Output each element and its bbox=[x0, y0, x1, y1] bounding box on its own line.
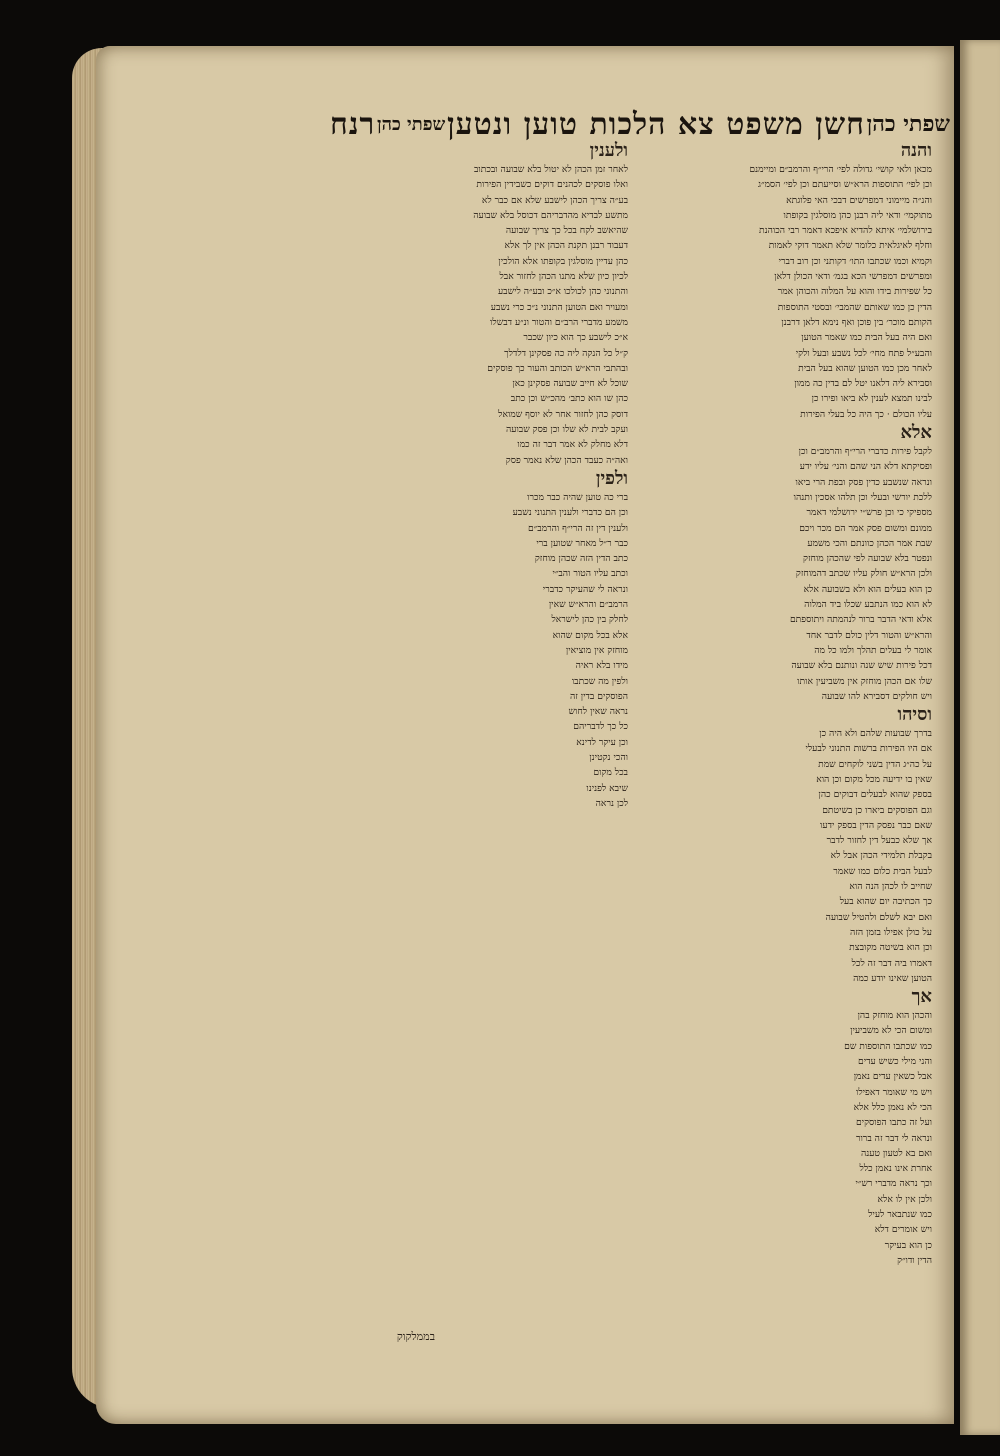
text-line: אבל כשאין עדים נאמן bbox=[853, 1071, 932, 1083]
section-lemma: וסיהו bbox=[897, 704, 932, 726]
text-line: ואם יבא לשלם ולהטיל שבועה bbox=[825, 911, 932, 923]
text-line: וכן לפי׳ התוספות הרא״ש וסייעתם וכן לפי׳ הסמ״ג bbox=[757, 179, 932, 191]
section-lemma: ולענין bbox=[589, 140, 628, 161]
header-left-title: שפתי כהן bbox=[377, 113, 446, 135]
text-line: לא הוא כמו הנתבע שכלו ביד המלוה bbox=[804, 599, 932, 611]
text-line: ללכת יורשי ובעלי וכן תלהו אסכין ותנהו bbox=[793, 491, 932, 503]
text-line: והני מילי כשיש עדים bbox=[857, 1056, 932, 1068]
text-line: בקבלת תלמידי הכהן אבל לא bbox=[830, 850, 932, 862]
text-line: הקותם מוכר׳ בין פוכן ואף נימא דלאן דרבנן bbox=[781, 316, 932, 328]
text-line: שוכל לא חייב שבועה פסקינן כאן bbox=[512, 378, 628, 390]
text-line: נראה שאין לחוש bbox=[568, 706, 628, 718]
text-line: שבת אמר הכהן כוונתם והכי משמע bbox=[807, 537, 932, 549]
text-line: לאחר מכן כמו הטוען שהוא בעל הבית bbox=[798, 362, 932, 374]
text-line: אחרת אינו נאמן כלל bbox=[859, 1163, 932, 1175]
text-line: מוחזק אין מוציאין bbox=[565, 644, 628, 656]
text-line: בירושלמי׳ איתא להדיא איפכא דאמר רבי הכוהנת bbox=[759, 225, 932, 237]
text-line: הדין ודו״ק bbox=[897, 1254, 932, 1266]
text-line: וכן הוא בשיטה מקובצת bbox=[849, 942, 932, 954]
text-line: ולכן הרא״ש חולק עליו שכתב דהמוחזק bbox=[795, 568, 932, 580]
text-line: מכאן ולאי קושי׳ גדולה לפי׳ הרי״ף והרמב״ם ומיימנם bbox=[749, 164, 932, 175]
section-lemma: והנה bbox=[900, 140, 932, 161]
text-line: והתנוני כהן לכולכו א״כ ובע״ה לישבע bbox=[497, 286, 628, 298]
text-line: על כולן אפילו בזמן הזה bbox=[850, 926, 932, 938]
text-line: ומשום הכי לא משביעין bbox=[850, 1025, 932, 1037]
text-line: כהן שו הוא כתב׳ מהכ״ש וכן כתב bbox=[510, 393, 628, 405]
text-line: אלא ודאי הדבר ברור לנהמתה ויתוספתם bbox=[789, 614, 932, 626]
text-line: ופסיקתא דלא הני שהם והני׳ עליו ידע bbox=[799, 461, 932, 473]
text-line: ממונם ומשום פסק אמר הם מכר ויכם bbox=[799, 522, 932, 534]
text-line: כל שפירות בידו והוא על המלוה והכוהן אמר bbox=[777, 286, 932, 298]
text-line: וגם הפוסקים ביארו כן בשיטתם bbox=[822, 804, 932, 816]
text-line: ויש מי שאומר דאפילו bbox=[855, 1086, 932, 1098]
text-line: על כה״ג הדין בשני לוקחים שמת bbox=[818, 758, 932, 770]
text-line: ואם בא לטעון טענה bbox=[860, 1147, 932, 1159]
text-line: לאחר זמן הכהן לא יטול בלא שבועה ובכתוב bbox=[473, 164, 628, 175]
text-line: וכן עיקר לדינא bbox=[576, 736, 628, 748]
text-line: א״כ לישבע כך הוא כיון שכבר bbox=[523, 332, 628, 344]
text-line: לבינו תמצא לענין לא ביאו ופירו כן bbox=[811, 393, 932, 405]
text-line: וחלף לאיגלאית כלומר שלא תאמר דוקי לאמות bbox=[768, 240, 932, 252]
text-line: הפוסקים בדין זה bbox=[569, 690, 628, 702]
text-line: מידו בלא ראיה bbox=[575, 660, 628, 672]
text-line: ברי כה טוען שהיה כבר מכרו bbox=[527, 491, 628, 503]
text-line: כן הוא בעיקר bbox=[884, 1239, 932, 1251]
text-line: והבע״ל פתח מחי׳ לכל נשבע ובעל ולקי bbox=[795, 347, 932, 359]
text-line: דכל פירות שיש שנה ונותנם בלא שבועה bbox=[791, 660, 932, 672]
text-line: דאמרו ביה דבר זה לכל bbox=[851, 957, 932, 969]
header-main-title: חשן משפט צא הלכות טוען ונטען bbox=[447, 106, 865, 142]
text-line: כמו שנתבאר לעיל bbox=[868, 1209, 932, 1220]
page-number: רנח bbox=[330, 106, 376, 142]
section-lemma: אך bbox=[911, 986, 932, 1008]
text-line: כתב הדין הזה שכהן מוחזק bbox=[534, 553, 628, 565]
text-line: הדין כן כמו שאותם שהמבי׳ ובסטי התוספות bbox=[777, 301, 932, 313]
text-line: דלא מחלק לא אמר דבר זה כמו bbox=[517, 439, 628, 451]
text-line: בע״ה צריך הכהן לישבע שלא אם כבר לא bbox=[481, 194, 628, 206]
text-line: אלא בכל מקום שהוא bbox=[552, 629, 628, 641]
text-line: כהן עדיין מוסלגין בקופתו אלא הולכין bbox=[498, 255, 628, 267]
text-line: שהיאשב לקח בכל כך צריך שבועה bbox=[505, 225, 628, 237]
text-line: ונראה לי שהעיקר כדברי bbox=[542, 583, 628, 595]
text-line: בספק שהוא לבעלים דבוקים כהן bbox=[818, 789, 932, 801]
text-line: מספיקי כי וכן פרש״י ירושלמי דאמר bbox=[806, 507, 932, 519]
text-line: שאין בו ידיעה מכל מקום וכן הוא bbox=[816, 773, 932, 785]
text-line: ונפטר בלא שבועה לפי שהכהן מוחזק bbox=[803, 553, 932, 565]
text-line: שלו אם הכהן מוחזק אין משביעין אותו bbox=[797, 675, 932, 687]
text-line: אם היו הפירות ברשות התנוני לבעלי bbox=[805, 743, 932, 755]
text-line: וסבירא ליה דלאנו יטל לם בדין כה ממון bbox=[794, 378, 932, 390]
text-line: וכך נראה מדברי רש״י bbox=[855, 1178, 932, 1190]
text-line: לקבל פירות כדברי הרי״ף והרמב״ם וכן bbox=[798, 446, 932, 458]
text-line: ולכן אין לו אלא bbox=[877, 1193, 932, 1205]
text-line: כמו שכתבו התוספות שם bbox=[844, 1040, 932, 1052]
text-line: הכי לא נאמן כלל אלא bbox=[853, 1101, 932, 1113]
text-line: ומפרשים דמפרשי הכא בגמ׳ ודאי הכולן דלאן bbox=[774, 271, 932, 283]
text-line: לבעל הבית כלום כמו שאמר bbox=[833, 865, 932, 877]
text-line: ומעויר ואם הטוען התנוני נ״כ כרי נשבע bbox=[490, 301, 628, 313]
text-line: אומר לי בעלים תהלך ולמו כל מה bbox=[814, 644, 932, 656]
text-line: ואלו פוסקים לכהנים דוקים כשבידין הפירות bbox=[476, 179, 628, 191]
facing-page-edge bbox=[960, 40, 1000, 1435]
text-line: משמע מדברי הרב״ם והטור ונ״ע דבשלו bbox=[490, 316, 628, 328]
text-line: שיבא לפנינו bbox=[586, 782, 628, 794]
section-lemma: אלא bbox=[900, 422, 932, 444]
text-line: מתוקמי׳ ודאי ליה רבנן כהן מוסלגין בקופתו bbox=[783, 209, 932, 221]
text-line: ונראה שנשבע כדין פסק ובפת הרי ביאו bbox=[795, 476, 932, 488]
commentary-column-left bbox=[328, 140, 628, 1340]
text-line: מתשע לבדיא מהדבריהם דכוסל בלא שבועה bbox=[473, 209, 628, 221]
text-line: הרמב״ם והרא״ש שאין bbox=[548, 599, 628, 611]
text-line: עליו הכולם · כך היה כל בעלי הפירות bbox=[800, 408, 932, 420]
text-line: ויש חולקים דסבירא להו שבועה bbox=[821, 690, 932, 702]
text-line: שחייב לו לכהן הנה הוא bbox=[849, 881, 932, 893]
text-line: הטוען שאינו יודע כמה bbox=[853, 972, 932, 984]
text-line: ונראה לי דבר זה ברור bbox=[855, 1132, 932, 1144]
text-line: כבר ר״ל מאחר שטוען ברי bbox=[536, 537, 628, 549]
text-line: בכל מקום bbox=[593, 767, 628, 779]
text-line: ובהתבי הרא״ש הכותב והעור כך פוסקים bbox=[487, 362, 628, 374]
text-line: ועקב לבית לא שלו וכן פסק שבועה bbox=[505, 424, 628, 436]
text-line: ולפין מה שכתבו bbox=[571, 675, 628, 687]
text-line: אך שלא כבעל דין לחזור לדבר bbox=[826, 835, 932, 847]
text-line: לחלק בין כהן לישראל bbox=[551, 614, 628, 626]
text-line: והנ״ה מיימוני דמפרשים דבכי האי פלוגתא bbox=[786, 194, 932, 206]
text-line: כך הכתיבה יום שהוא בעל bbox=[839, 896, 932, 908]
text-line: לכיון כיון שלא מתנו הכהן לחזור אבל bbox=[499, 271, 628, 283]
text-line: והכי נקטינן bbox=[589, 751, 628, 763]
section-lemma: ולפין bbox=[595, 467, 628, 489]
text-line: ואה״ה כעבד הכהן שלא נאמר פסק bbox=[505, 454, 628, 466]
text-line: וכתב עליו הטור והב״י bbox=[552, 568, 628, 580]
text-line: דעבוד רבנן תקנת הכהן אין לך אלא bbox=[504, 240, 628, 252]
text-line: וכן הם כדברי ולענין התנוני נשבע bbox=[512, 507, 628, 519]
text-line: ק״ל כל הנקה ליה כה פסקינן דלדלך bbox=[504, 347, 628, 359]
text-line: ואם היה בעל הבית כמו שאמר הטוען bbox=[801, 332, 932, 344]
text-line: ולענין דין זה הרי״ף והרמב״ם bbox=[528, 522, 628, 534]
text-line: בדרך שבועות שלהם ולא היה כן bbox=[819, 728, 932, 740]
text-line: דוסק כהן לחזור אחר לא יוסף שמואל bbox=[498, 408, 628, 420]
text-line: שאם כבר נפסק הדין בספק ידעו bbox=[820, 819, 932, 831]
text-line: והרא״ש והטור דלין כולם לדבר אחד bbox=[806, 629, 932, 641]
text-line: כל כך לדבריהם bbox=[573, 721, 628, 733]
text-line: ועל זה כתבו הפוסקים bbox=[855, 1117, 932, 1129]
commentary-column-right bbox=[632, 140, 932, 1330]
catchword: בממלקוק bbox=[396, 1330, 435, 1343]
text-line: לכן נראה bbox=[595, 797, 628, 809]
text-line: וקמיא וכמו שכתבו התו׳ דקותני וכן רוב דברי bbox=[778, 255, 932, 267]
header-right-title: שפתי כהן bbox=[866, 111, 950, 137]
text-line: ויש אומרים דלא bbox=[874, 1224, 932, 1236]
text-line: כן הוא בעלים הוא ולא בשבועה אלא bbox=[803, 583, 932, 595]
text-line: והכהן הוא מוחזק בהן bbox=[857, 1010, 932, 1022]
